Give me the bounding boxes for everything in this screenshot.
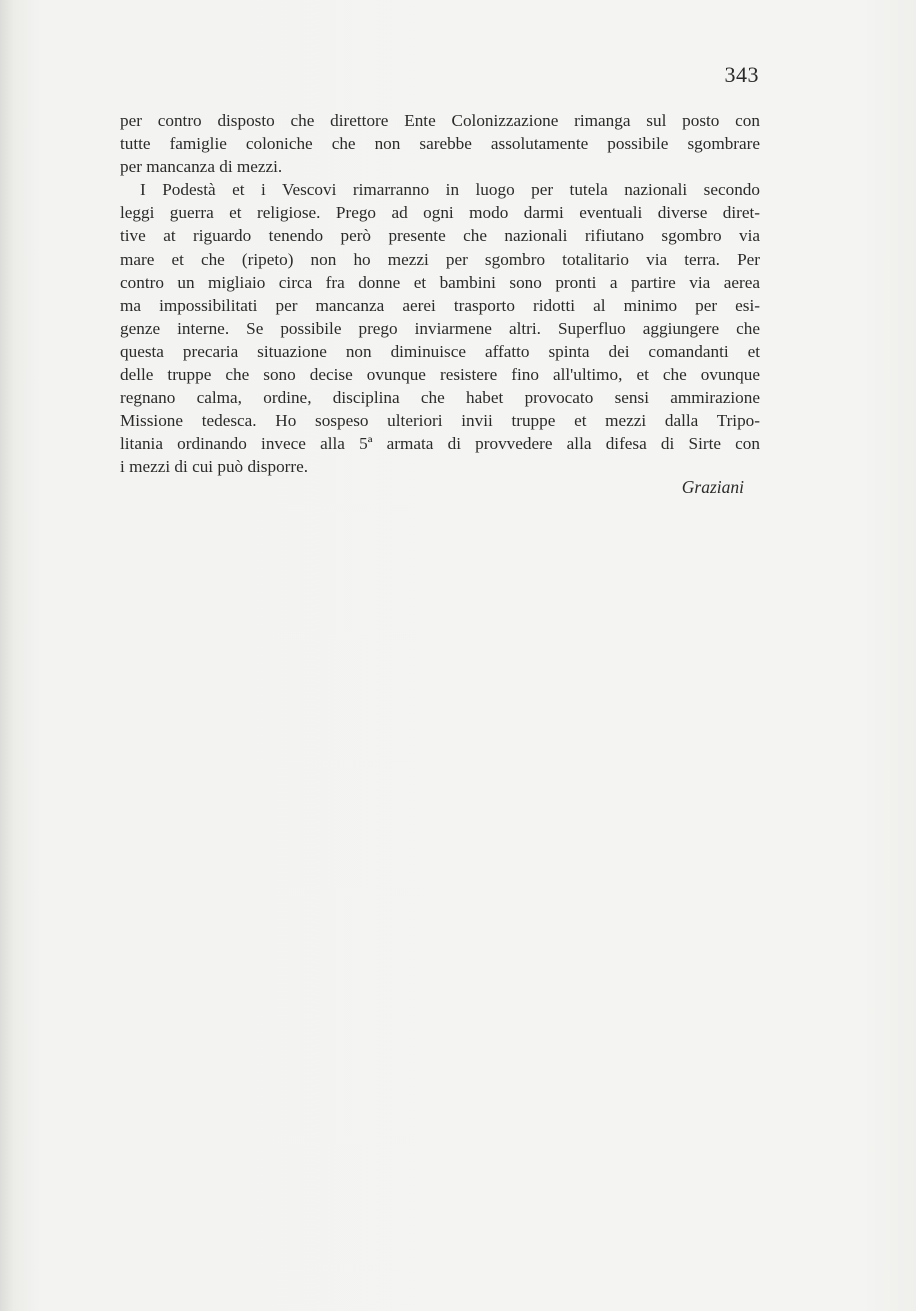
text-line: genze interne. Se possibile prego inviarmene altri. Superfluo aggiungere che <box>120 318 760 338</box>
text-line: tutte famiglie coloniche che non sarebbe assolutamente possibile sgombrare <box>120 134 760 154</box>
text-line: per mancanza di mezzi. <box>120 157 283 177</box>
signature: Graziani <box>681 477 744 497</box>
text-line: I Podestà et i Vescovi rimarranno in luogo per tutela nazionali secondo <box>140 180 760 200</box>
text-line: litania ordinando invece alla 5ª armata di provvedere alla difesa di Sirte con <box>120 434 760 454</box>
text-line: regnano calma, ordine, disciplina che habet provocato sensi ammirazione <box>120 388 760 408</box>
text-line: ma impossibilitati per mancanza aerei trasporto ridotti al minimo per esi- <box>120 295 760 315</box>
text-line: leggi guerra et religiose. Prego ad ogni modo darmi eventuali diverse diret- <box>120 203 760 223</box>
text-line: questa precaria situazione non diminuisce affatto spinta dei comandanti et <box>120 341 760 361</box>
text-line: delle truppe che sono decise ovunque resistere fino all'ultimo, et che ovunque <box>120 365 760 385</box>
text-line: mare et che (ripeto) non ho mezzi per sgombro totalitario via terra. Per <box>120 249 760 269</box>
page-number: 343 <box>724 62 759 87</box>
text-line: i mezzi di cui può disporre. <box>120 457 309 477</box>
text-line: Missione tedesca. Ho sospeso ulteriori invii truppe et mezzi dalla Tripo- <box>120 411 760 431</box>
text-line: per contro disposto che direttore Ente Colonizzazione rimanga sul posto con <box>120 111 760 130</box>
text-line: contro un migliaio circa fra donne et bambini sono pronti a partire via aerea <box>120 272 760 292</box>
text-line: tive at riguardo tenendo però presente che nazionali rifiutano sgombro via <box>120 226 760 246</box>
body-text <box>120 109 760 479</box>
